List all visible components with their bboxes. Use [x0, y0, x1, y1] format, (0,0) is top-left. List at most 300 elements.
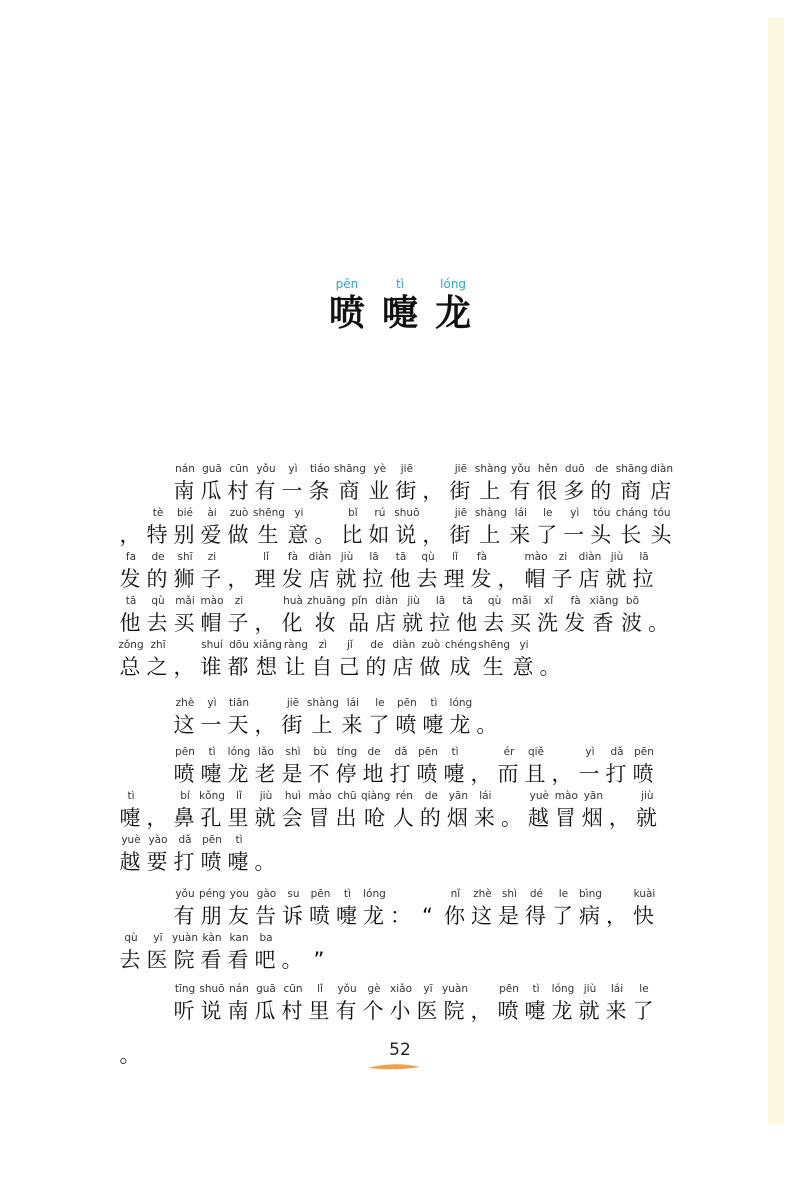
pinyin: lǎo — [258, 746, 274, 758]
pinyin-char — [145, 833, 171, 877]
hanzi: 快 — [632, 904, 656, 928]
pinyin: yì — [585, 746, 595, 758]
story-paragraph — [118, 462, 678, 682]
hanzi: 生 — [482, 655, 506, 679]
hanzi: 村 — [227, 479, 251, 503]
hanzi: 医 — [146, 948, 170, 972]
pinyin-char — [172, 696, 198, 740]
pinyin-char — [367, 696, 393, 740]
pinyin: pēn — [310, 888, 331, 900]
pinyin-char — [631, 550, 657, 594]
hanzi: 他 — [456, 611, 480, 635]
hanzi: 烟 — [446, 806, 470, 830]
pinyin: pǐn — [351, 595, 368, 607]
pinyin: zi — [234, 595, 244, 607]
hanzi: 龙 — [449, 713, 473, 737]
pinyin-char — [199, 982, 225, 1026]
pinyin-char — [172, 506, 198, 550]
pinyin: tā — [125, 595, 137, 607]
pinyin: tā — [462, 595, 473, 607]
pinyin: jiù — [583, 983, 597, 995]
hanzi: 有 — [335, 999, 359, 1023]
hanzi: 呛 — [364, 806, 388, 830]
pinyin: shì — [285, 746, 301, 758]
pinyin: zì — [318, 639, 328, 651]
hanzi: ， — [470, 762, 494, 786]
page-edge-strip — [768, 18, 784, 1123]
hanzi: 子 — [227, 611, 251, 635]
pinyin-char — [226, 887, 252, 931]
pinyin-char — [478, 638, 510, 682]
hanzi: 就 — [578, 999, 602, 1023]
pinyin: nán — [175, 463, 195, 475]
hanzi: 上 — [311, 713, 335, 737]
pinyin: qù — [151, 595, 165, 607]
punctuation — [469, 745, 495, 789]
pinyin-char — [604, 982, 630, 1026]
pinyin: tì — [127, 790, 135, 802]
pinyin: xiǎng — [253, 639, 282, 651]
pinyin-char — [226, 594, 252, 638]
hanzi: ， — [497, 567, 521, 591]
pinyin-char — [361, 789, 390, 833]
pinyin-char — [199, 745, 225, 789]
pinyin: lái — [514, 507, 527, 519]
pinyin-char — [523, 550, 549, 594]
hanzi: 说 — [200, 999, 224, 1023]
pinyin: shàng — [307, 697, 339, 709]
hanzi: 。 — [539, 655, 563, 679]
pinyin: yì — [288, 463, 298, 475]
hanzi: 别 — [173, 523, 197, 547]
hanzi: 多 — [563, 479, 587, 503]
pinyin: pēn — [634, 746, 654, 758]
hanzi: 如 — [368, 523, 392, 547]
story-paragraph — [118, 696, 678, 740]
pinyin: yǒu — [175, 888, 195, 900]
pinyin: qù — [124, 932, 138, 944]
hanzi: 洗 — [537, 611, 561, 635]
pinyin: zi — [207, 551, 217, 563]
pinyin: lóng — [227, 746, 251, 758]
pinyin-char — [172, 594, 198, 638]
pinyin: pēn — [175, 746, 195, 758]
hanzi: “ — [422, 904, 435, 928]
pinyin: le — [558, 888, 569, 900]
pinyin: tóu — [653, 507, 671, 519]
pinyin-char — [307, 982, 333, 1026]
hanzi: 打 — [389, 762, 413, 786]
punctuation — [646, 594, 672, 638]
pinyin: zhè — [175, 697, 195, 709]
hanzi: 做 — [227, 523, 251, 547]
hanzi: ： — [389, 904, 413, 928]
hanzi: 嚏 — [524, 999, 548, 1023]
pinyin-char — [280, 550, 306, 594]
hanzi: 告 — [254, 904, 278, 928]
hanzi: 地 — [362, 762, 386, 786]
pinyin-char — [445, 638, 477, 682]
pinyin: cūn — [229, 463, 249, 475]
hanzi: 龙 — [551, 999, 575, 1023]
pinyin: tóu — [593, 507, 611, 519]
pinyin: hěn — [537, 463, 558, 475]
pinyin: tā — [395, 551, 407, 563]
pinyin-char — [334, 887, 360, 931]
hanzi: ， — [254, 713, 278, 737]
pinyin-char — [334, 789, 360, 833]
pinyin: tì — [343, 888, 351, 900]
hanzi: 爱 — [200, 523, 224, 547]
hanzi: 买 — [510, 611, 534, 635]
hanzi: 拉 — [362, 567, 386, 591]
hanzi: 帽 — [200, 611, 224, 635]
pinyin: yuàn — [442, 983, 468, 995]
pinyin-char — [145, 594, 171, 638]
indent-space — [145, 982, 171, 1026]
pinyin-char — [172, 833, 198, 877]
pinyin-char — [631, 982, 657, 1026]
pinyin-char — [472, 789, 498, 833]
pinyin: shuō — [199, 983, 225, 995]
pinyin: yuè — [529, 790, 550, 802]
hanzi: 意 — [287, 523, 311, 547]
indent-space — [145, 887, 171, 931]
pinyin-char — [334, 745, 360, 789]
pinyin-char — [253, 638, 282, 682]
pinyin: bié — [176, 507, 194, 519]
hanzi: 买 — [173, 611, 197, 635]
pinyin-char — [226, 745, 252, 789]
pinyin-char — [199, 594, 225, 638]
story-paragraph — [118, 887, 678, 975]
indent-space — [118, 887, 144, 931]
pinyin-char — [523, 745, 549, 789]
pinyin: zuò — [421, 639, 441, 651]
pinyin: lā — [369, 551, 379, 563]
pinyin-char — [589, 506, 615, 550]
hanzi: 的 — [365, 655, 389, 679]
hanzi: 很 — [536, 479, 560, 503]
pinyin: jiù — [340, 551, 354, 563]
punctuation — [469, 982, 495, 1026]
pinyin-char — [550, 982, 576, 1026]
pinyin-char — [604, 550, 630, 594]
hanzi: 理 — [254, 567, 278, 591]
pinyin-char — [145, 638, 171, 682]
hanzi: 嚏 — [200, 762, 224, 786]
hanzi: ， — [608, 806, 632, 830]
pinyin: zhuāng — [307, 595, 346, 607]
pinyin: lǐ — [317, 983, 323, 995]
hanzi: ， — [470, 999, 494, 1023]
pinyin-char — [253, 789, 279, 833]
indent-space — [118, 982, 144, 1026]
pinyin: fa — [125, 551, 137, 563]
indent-space — [145, 745, 171, 789]
pinyin: pēn — [499, 983, 519, 995]
pinyin: bìng — [579, 888, 602, 900]
pinyin-char — [307, 696, 339, 740]
page-number-swoosh — [366, 1062, 422, 1072]
pinyin-char — [448, 506, 474, 550]
pinyin-char — [199, 550, 225, 594]
pinyin: jiù — [259, 790, 273, 802]
pinyin-char — [307, 789, 333, 833]
hanzi: 商 — [620, 479, 644, 503]
pinyin-char — [536, 594, 562, 638]
pinyin: zhī — [150, 639, 166, 651]
pinyin: lóng — [363, 888, 386, 900]
pinyin-char — [280, 745, 306, 789]
hanzi: 医 — [416, 999, 440, 1023]
pinyin-char — [307, 594, 346, 638]
pinyin: le — [375, 697, 385, 709]
pinyin: yǒu — [511, 463, 531, 475]
pinyin-char — [361, 745, 387, 789]
hanzi: 的 — [146, 567, 170, 591]
pinyin-char — [172, 550, 198, 594]
pinyin-char — [199, 696, 225, 740]
pinyin-char — [445, 789, 471, 833]
pinyin-char — [334, 982, 360, 1026]
hanzi: 会 — [281, 806, 305, 830]
hanzi: 瓜 — [200, 479, 224, 503]
hanzi: 病 — [578, 904, 602, 928]
hanzi: 打 — [605, 762, 629, 786]
pinyin-char — [280, 594, 306, 638]
pinyin-char — [442, 745, 468, 789]
pinyin-char — [469, 550, 495, 594]
hanzi: 成 — [449, 655, 473, 679]
pinyin-char — [172, 745, 198, 789]
pinyin: qù — [421, 551, 435, 563]
pinyin: de — [151, 551, 165, 563]
story-paragraph — [118, 745, 678, 877]
pinyin-char — [361, 982, 387, 1026]
pinyin: chéng — [444, 639, 478, 651]
pinyin-char — [391, 789, 417, 833]
pinyin: mào — [308, 790, 332, 802]
hanzi: 长 — [620, 523, 644, 547]
pinyin-char — [508, 506, 534, 550]
hanzi: 都 — [227, 655, 251, 679]
pinyin-char — [364, 638, 390, 682]
pinyin-char — [388, 550, 414, 594]
hanzi: 老 — [254, 762, 278, 786]
pinyin: tì — [430, 697, 438, 709]
hanzi: 理 — [443, 567, 467, 591]
hanzi: 意 — [512, 655, 536, 679]
pinyin-char — [482, 594, 508, 638]
hanzi: 就 — [605, 567, 629, 591]
pinyin-char — [253, 462, 279, 506]
pinyin-char — [616, 462, 648, 506]
pinyin-char — [280, 789, 306, 833]
pinyin: bō — [625, 595, 640, 607]
pinyin: yī — [153, 932, 163, 944]
pinyin: tì — [532, 983, 540, 995]
pinyin: diàn — [375, 595, 398, 607]
hanzi: 街 — [449, 479, 473, 503]
pinyin-char — [199, 462, 225, 506]
hanzi: 嚏 — [443, 762, 467, 786]
pinyin-char — [347, 594, 373, 638]
pinyin: rén — [395, 790, 413, 802]
hanzi: 吧 — [254, 948, 278, 972]
pinyin: zǒng — [118, 639, 144, 651]
hanzi: 龙 — [362, 904, 386, 928]
pinyin: jiù — [610, 551, 624, 563]
pinyin: yān — [448, 790, 468, 802]
pinyin-char — [418, 789, 444, 833]
pinyin-char — [307, 550, 333, 594]
pinyin: lā — [639, 551, 649, 563]
pinyin-char — [253, 887, 279, 931]
punctuation — [499, 789, 525, 833]
pinyin-char — [496, 982, 522, 1026]
pinyin-char — [418, 638, 444, 682]
hanzi: 是 — [281, 762, 305, 786]
pinyin: nán — [229, 983, 249, 995]
hanzi: 。 — [119, 1043, 143, 1067]
hanzi: 冒 — [554, 806, 578, 830]
pinyin: qiàng — [361, 790, 391, 802]
hanzi: 不 — [308, 762, 332, 786]
pinyin: tīng — [174, 983, 196, 995]
pinyin: kuài — [633, 888, 656, 900]
hanzi: 有 — [173, 904, 197, 928]
hanzi: ， — [551, 762, 575, 786]
pinyin-char — [280, 696, 306, 740]
hanzi: 己 — [338, 655, 362, 679]
pinyin-char — [145, 931, 171, 975]
punctuation — [313, 506, 339, 550]
pinyin: jiē — [454, 507, 468, 519]
hanzi: 这 — [470, 904, 494, 928]
title-char: lóng 龙 — [435, 277, 472, 334]
punctuation — [172, 638, 198, 682]
pinyin-char — [280, 982, 306, 1026]
hanzi: 友 — [227, 904, 251, 928]
hanzi: 之 — [146, 655, 170, 679]
hanzi: 子 — [200, 567, 224, 591]
pinyin-char — [334, 550, 360, 594]
pinyin: lái — [610, 983, 624, 995]
hanzi: 龙 — [227, 762, 251, 786]
pinyin: fà — [476, 551, 488, 563]
pinyin: gào — [256, 888, 277, 900]
hanzi: 你 — [443, 904, 467, 928]
pinyin-char — [253, 550, 279, 594]
hanzi: 嚏 — [422, 713, 446, 737]
pinyin: mào — [524, 551, 548, 563]
hanzi: 。 — [254, 850, 278, 874]
pinyin-char — [172, 462, 198, 506]
pinyin-char — [604, 745, 630, 789]
hanzi: ， — [119, 523, 143, 547]
punctuation — [280, 931, 306, 975]
pinyin: guā — [202, 463, 222, 475]
pinyin: bù — [313, 746, 327, 758]
pinyin: mào — [554, 790, 578, 802]
hanzi: 来 — [473, 806, 497, 830]
hanzi: 天 — [227, 713, 251, 737]
punctuation — [388, 887, 414, 931]
pinyin: ài — [207, 507, 217, 519]
hanzi: 喷 — [497, 999, 521, 1023]
hanzi: 而 — [497, 762, 521, 786]
pinyin-char — [415, 982, 441, 1026]
hanzi: 了 — [368, 713, 392, 737]
hanzi: 喷 — [173, 762, 197, 786]
pinyin-char — [475, 462, 507, 506]
hanzi: 就 — [635, 806, 659, 830]
hanzi: 做 — [419, 655, 443, 679]
pinyin: fà — [287, 551, 299, 563]
pinyin-char — [508, 462, 534, 506]
title-char: tì 嚏 — [381, 277, 418, 334]
pinyin: tì — [451, 746, 459, 758]
hanzi: 诉 — [281, 904, 305, 928]
pinyin-char — [415, 745, 441, 789]
pinyin-char — [442, 982, 468, 1026]
hanzi: 。 — [314, 523, 338, 547]
hanzi: 妆 — [314, 611, 338, 635]
hanzi: 喷 — [632, 762, 656, 786]
hanzi: 拉 — [429, 611, 453, 635]
pinyin-char — [172, 982, 198, 1026]
hanzi: ， — [422, 479, 446, 503]
pinyin: jiē — [400, 463, 414, 475]
hanzi: 瓜 — [254, 999, 278, 1023]
hanzi: 里 — [227, 806, 251, 830]
pinyin: zhè — [473, 888, 492, 900]
indent-space — [145, 462, 171, 506]
hanzi: 有 — [509, 479, 533, 503]
hanzi: 他 — [389, 567, 413, 591]
pinyin-char — [563, 594, 589, 638]
punctuation — [226, 550, 252, 594]
pinyin: zi — [558, 551, 568, 563]
pinyin: yī — [423, 983, 433, 995]
pinyin-char — [511, 638, 537, 682]
pinyin: shāng — [615, 463, 648, 475]
pinyin: kàn — [202, 932, 222, 944]
pinyin: diàn — [392, 639, 416, 651]
title-char: pēn 喷 — [328, 277, 365, 334]
pinyin: diàn — [650, 463, 673, 475]
pinyin: tíng — [336, 746, 358, 758]
pinyin-char — [394, 462, 420, 506]
pinyin-char — [145, 550, 171, 594]
pinyin-char — [631, 745, 657, 789]
pinyin: jǐ — [346, 639, 353, 651]
pinyin: ér — [503, 746, 515, 758]
hanzi: 就 — [335, 567, 359, 591]
pinyin-char — [226, 462, 252, 506]
hanzi: 喷 — [416, 762, 440, 786]
pinyin-char — [589, 462, 615, 506]
hanzi: 。 — [500, 806, 524, 830]
hanzi: 来 — [509, 523, 533, 547]
pinyin: rú — [374, 507, 386, 519]
pinyin-char — [286, 506, 312, 550]
hanzi: 这 — [173, 713, 197, 737]
pinyin: shàng — [474, 507, 507, 519]
pinyin-char — [374, 594, 400, 638]
hanzi: 有 — [254, 479, 278, 503]
